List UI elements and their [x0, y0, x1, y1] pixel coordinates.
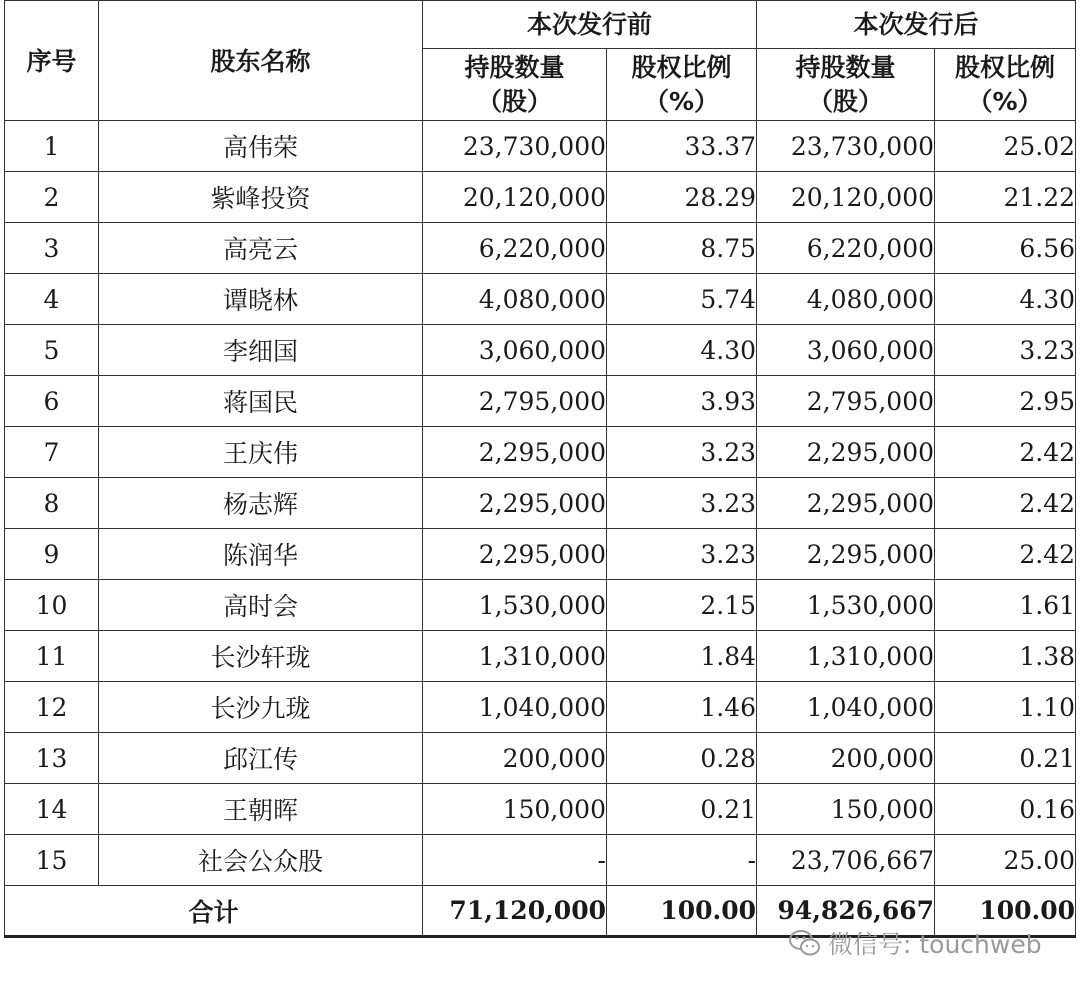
after-shares: 2,295,000 — [757, 529, 935, 580]
before-ratio: 0.21 — [607, 784, 757, 835]
shareholder-name: 邱江传 — [99, 733, 423, 784]
table-row — [5, 835, 1076, 886]
after-shares: 20,120,000 — [757, 172, 935, 223]
shareholder-name: 陈润华 — [99, 529, 423, 580]
row-index: 2 — [5, 172, 99, 223]
after-ratio: 2.42 — [935, 427, 1076, 478]
after-shares: 2,295,000 — [757, 427, 935, 478]
after-shares: 2,295,000 — [757, 478, 935, 529]
header-shares-line2: （股） — [808, 86, 884, 116]
after-ratio: 6.56 — [935, 223, 1076, 274]
before-ratio: - — [607, 835, 757, 886]
before-shares: 20,120,000 — [423, 172, 607, 223]
before-shares: 1,530,000 — [423, 580, 607, 631]
after-shares: 6,220,000 — [757, 223, 935, 274]
before-ratio: 1.46 — [607, 682, 757, 733]
row-index: 15 — [5, 835, 99, 886]
header-name: 股东名称 — [99, 1, 423, 121]
after-ratio: 1.38 — [935, 631, 1076, 682]
table-row — [5, 376, 1076, 427]
row-index: 11 — [5, 631, 99, 682]
after-ratio: 1.61 — [935, 580, 1076, 631]
header-shares-line2: （股） — [476, 86, 552, 116]
shareholder-name: 王庆伟 — [99, 427, 423, 478]
row-index: 9 — [5, 529, 99, 580]
row-index: 10 — [5, 580, 99, 631]
row-index: 4 — [5, 274, 99, 325]
shareholder-name: 王朝晖 — [99, 784, 423, 835]
table-row — [5, 325, 1076, 376]
row-index: 6 — [5, 376, 99, 427]
after-shares: 1,310,000 — [757, 631, 935, 682]
before-shares: 2,795,000 — [423, 376, 607, 427]
header-ratio-line2: （%） — [967, 86, 1043, 116]
header-after-group: 本次发行后 — [757, 1, 1076, 49]
after-shares: 23,706,667 — [757, 835, 935, 886]
after-ratio: 1.10 — [935, 682, 1076, 733]
after-shares: 200,000 — [757, 733, 935, 784]
before-ratio: 3.93 — [607, 376, 757, 427]
wechat-icon — [788, 928, 822, 958]
before-ratio: 3.23 — [607, 427, 757, 478]
after-ratio: 21.22 — [935, 172, 1076, 223]
header-after-shares — [757, 49, 935, 121]
shareholder-name: 蒋国民 — [99, 376, 423, 427]
table-row — [5, 529, 1076, 580]
after-shares: 150,000 — [757, 784, 935, 835]
after-shares: 1,530,000 — [757, 580, 935, 631]
before-ratio: 4.30 — [607, 325, 757, 376]
total-before-shares: 71,120,000 — [423, 886, 607, 937]
shareholder-name: 长沙九珑 — [99, 682, 423, 733]
after-shares: 2,795,000 — [757, 376, 935, 427]
before-ratio: 5.74 — [607, 274, 757, 325]
before-shares: 23,730,000 — [423, 121, 607, 172]
header-before-group: 本次发行前 — [423, 1, 757, 49]
shareholder-name: 高时会 — [99, 580, 423, 631]
shareholder-name: 社会公众股 — [99, 835, 423, 886]
before-ratio: 2.15 — [607, 580, 757, 631]
table-row — [5, 223, 1076, 274]
after-ratio: 2.95 — [935, 376, 1076, 427]
before-shares: 4,080,000 — [423, 274, 607, 325]
total-before-ratio: 100.00 — [607, 886, 757, 937]
before-ratio: 8.75 — [607, 223, 757, 274]
shareholder-name: 谭晓林 — [99, 274, 423, 325]
before-shares: 2,295,000 — [423, 529, 607, 580]
after-shares: 3,060,000 — [757, 325, 935, 376]
header-shares-line1: 持股数量 — [795, 52, 896, 82]
before-ratio: 3.23 — [607, 478, 757, 529]
after-shares: 23,730,000 — [757, 121, 935, 172]
after-ratio: 0.21 — [935, 733, 1076, 784]
after-ratio: 25.02 — [935, 121, 1076, 172]
watermark-text: 微信号: touchweb — [828, 930, 1042, 959]
shareholding-table — [4, 0, 1076, 938]
shareholder-name: 紫峰投资 — [99, 172, 423, 223]
row-index: 14 — [5, 784, 99, 835]
shareholder-name: 李细国 — [99, 325, 423, 376]
header-before-ratio — [607, 49, 757, 121]
after-ratio: 2.42 — [935, 478, 1076, 529]
row-index: 8 — [5, 478, 99, 529]
before-shares: 3,060,000 — [423, 325, 607, 376]
before-ratio: 33.37 — [607, 121, 757, 172]
before-ratio: 3.23 — [607, 529, 757, 580]
header-ratio-line2: （%） — [643, 86, 720, 116]
before-ratio: 1.84 — [607, 631, 757, 682]
before-shares: 200,000 — [423, 733, 607, 784]
after-ratio: 25.00 — [935, 835, 1076, 886]
table-row — [5, 631, 1076, 682]
header-before-shares — [423, 49, 607, 121]
shareholder-name: 高伟荣 — [99, 121, 423, 172]
row-index: 12 — [5, 682, 99, 733]
after-ratio: 3.23 — [935, 325, 1076, 376]
table-row — [5, 274, 1076, 325]
header-ratio-line1: 股权比例 — [631, 52, 732, 82]
after-shares: 1,040,000 — [757, 682, 935, 733]
row-index: 3 — [5, 223, 99, 274]
table-row — [5, 682, 1076, 733]
table-row — [5, 172, 1076, 223]
after-ratio: 2.42 — [935, 529, 1076, 580]
shareholder-name: 长沙轩珑 — [99, 631, 423, 682]
before-shares: 2,295,000 — [423, 478, 607, 529]
header-index: 序号 — [5, 1, 99, 121]
before-ratio: 0.28 — [607, 733, 757, 784]
row-index: 5 — [5, 325, 99, 376]
table-row — [5, 427, 1076, 478]
before-shares: 1,310,000 — [423, 631, 607, 682]
after-ratio: 4.30 — [935, 274, 1076, 325]
header-shares-line1: 持股数量 — [464, 52, 565, 82]
before-shares: 150,000 — [423, 784, 607, 835]
header-ratio-line1: 股权比例 — [955, 52, 1056, 82]
shareholder-name: 高亮云 — [99, 223, 423, 274]
table-row — [5, 121, 1076, 172]
before-shares: 1,040,000 — [423, 682, 607, 733]
before-shares: - — [423, 835, 607, 886]
before-ratio: 28.29 — [607, 172, 757, 223]
total-after-shares: 94,826,667 — [757, 886, 935, 937]
after-shares: 4,080,000 — [757, 274, 935, 325]
after-ratio: 0.16 — [935, 784, 1076, 835]
table-row — [5, 478, 1076, 529]
total-after-ratio: 100.00 — [935, 886, 1076, 937]
total-label: 合计 — [5, 886, 423, 937]
wechat-watermark — [788, 926, 1042, 960]
table-row — [5, 580, 1076, 631]
row-index: 13 — [5, 733, 99, 784]
before-shares: 6,220,000 — [423, 223, 607, 274]
row-index: 7 — [5, 427, 99, 478]
shareholder-name: 杨志辉 — [99, 478, 423, 529]
table-row — [5, 733, 1076, 784]
table-row — [5, 784, 1076, 835]
before-shares: 2,295,000 — [423, 427, 607, 478]
header-after-ratio — [935, 49, 1076, 121]
row-index: 1 — [5, 121, 99, 172]
